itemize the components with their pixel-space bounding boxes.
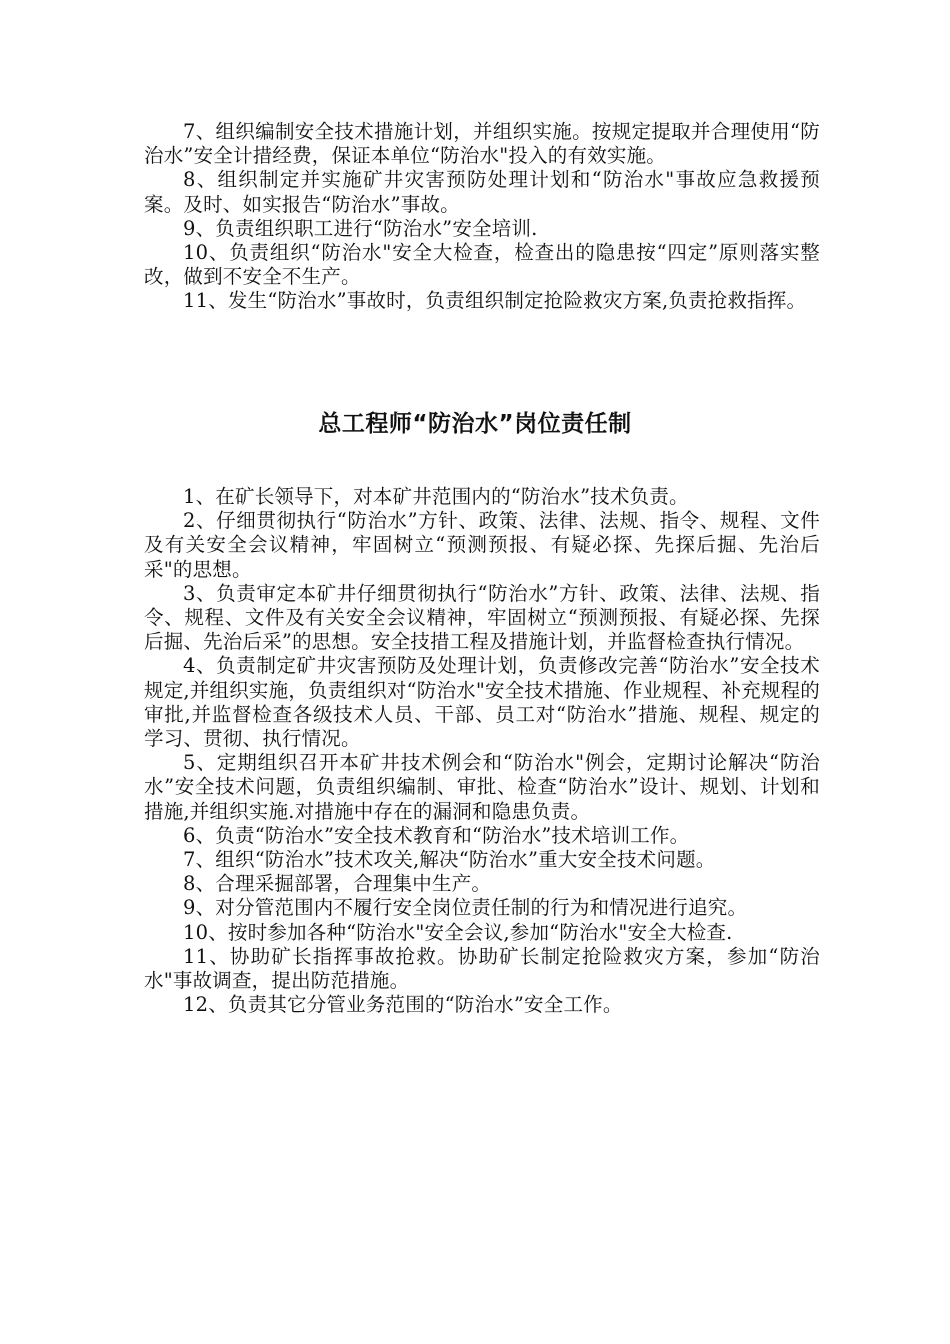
item-6: 6、负责“防治水”安全技术教育和“防治水”技术培训工作。 <box>183 823 690 847</box>
item-3: 3、负责审定本矿井仔细贯彻执行“防治水”方针、政策、法律、法规、指令、规程、文件及有关安全会议精神，牢固树立“预测预报、有疑必探、先探后掘、先治后采”的思想。安全技措工程及措施计划，并监督检查执行情况。 <box>144 581 820 654</box>
item-7: 7、组织“防治水”技术攻关,解决“防治水”重大安全技术问题。 <box>183 848 716 872</box>
item-1: 1、在矿长领导下，对本矿井范围内的“防治水”技术负责。 <box>183 485 689 508</box>
item-10: 10、按时参加各种“防治水"安全会议,参加“防治水"安全大检查. <box>183 920 733 944</box>
item-4: 4、负责制定矿井灾害预防及处理计划，负责修改完善“防治水”安全技术规定,并组织实施，负责组织对“防治水"安全技术措施、作业规程、补充规程的审批,并监督检查各级技术人员、干部、员工对“防治水”措施、规程、规定的学习、贯彻、执行情况。 <box>144 654 820 751</box>
chief-engineer-responsibilities <box>144 485 820 1017</box>
paragraph-8: 8、组织制定并实施矿井灾害预防处理计划和“防治水"事故应急救援预案。及时、如实报告“防治水”事故。 <box>144 168 820 216</box>
paragraph-10: 10、负责组织“防治水"安全大检查，检查出的隐患按“四定”原则落实整改，做到不安全不生产。 <box>144 241 820 289</box>
item-2: 2、仔细贯彻执行“防治水”方针、政策、法律、法规、指令、规程、文件及有关安全会议精神，牢固树立“预测预报、有疑必探、先探后掘、先治后采"的思想。 <box>144 509 820 581</box>
item-8: 8、合理采掘部署，合理集中生产。 <box>183 872 492 896</box>
paragraph-11: 11、发生“防治水”事故时，负责组织制定抢险救灾方案,负责抢救指挥。 <box>183 289 807 313</box>
paragraph-9: 9、负责组织职工进行“防治水”安全培训. <box>183 216 538 240</box>
item-11: 11、协助矿长指挥事故抢救。协助矿长制定抢险救灾方案，参加“防治水"事故调查，提出防范措施。 <box>144 944 820 993</box>
item-5: 5、定期组织召开本矿井技术例会和“防治水"例会，定期讨论解决“防治水”安全技术问题，负责组织编制、审批、检查“防治水”设计、规划、计划和措施,并组织实施.对措施中存在的漏洞和隐患负责。 <box>144 751 820 823</box>
responsibilities-continued <box>144 120 820 314</box>
paragraph-7: 7、组织编制安全技术措施计划，并组织实施。按规定提取并合理使用“防治水”安全计措经费，保证本单位“防治水"投入的有效实施。 <box>144 120 820 168</box>
section-heading: 总工程师“防治水”岗位责任制 <box>318 411 632 437</box>
item-9: 9、对分管范围内不履行安全岗位责任制的行为和情况进行追究。 <box>183 896 748 920</box>
item-12: 12、负责其它分管业务范围的“防治水”安全工作。 <box>183 993 623 1017</box>
